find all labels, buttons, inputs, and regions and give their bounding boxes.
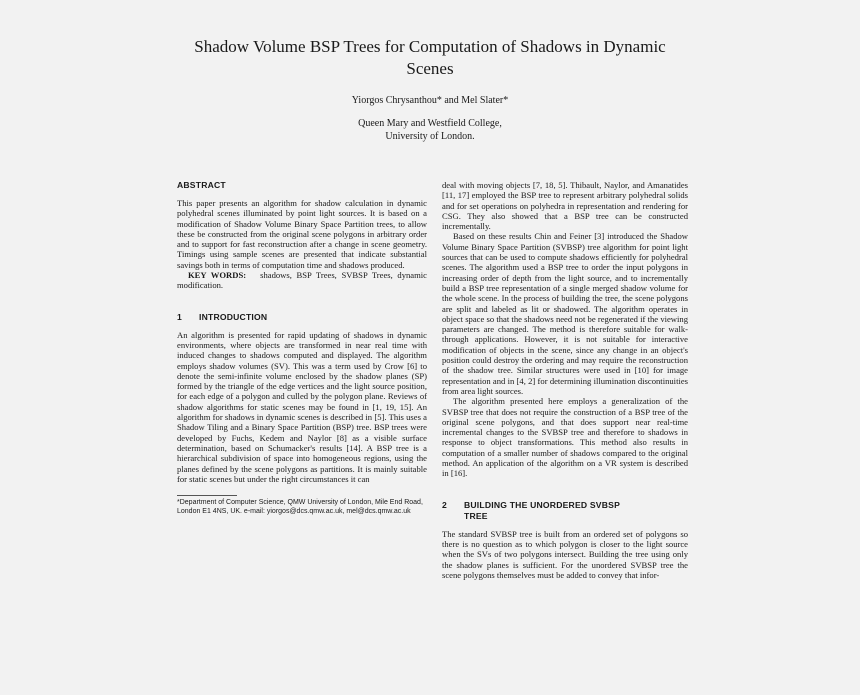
abstract-heading: ABSTRACT [177, 180, 226, 190]
section-1-title: INTRODUCTION [199, 311, 268, 322]
section-2-number: 2 [442, 499, 447, 510]
authors: Yiorgos Chrysanthou* and Mel Slater* [351, 95, 509, 106]
keywords-label: KEY WORDS: [188, 270, 247, 281]
section-2-title-line-1: BUILDING THE UNORDERED SVBSP [464, 499, 621, 510]
intro-paragraph: An algorithm is presented for rapid updating of shadows in dynamic environments, where objects are transformed in near real time with induced changes to shadows computed and displayed. The algorithm employs shadow volumes (SV). This was a term used by Crow [6] to denote the semi-infinite volume enclosed by the shadow planes (SP) formed by the triangle of the edge vertices and the light source position, for each edge of a polygon and culled by the polygon plane. Reviews of shadow algorithms for static scenes may be found in [1, 19, 15]. An algorithm for shadows in dynamic scenes is described in [5]. This uses a Shadow Tiling and a Binary Space Partition (BSP) tree. BSP trees were developed by Fuchs, Kedem and Naylor [8] as a visible surface determination, based on Schumacker's results [14]. A BSP tree is a hierarchical subdivision of space into homogeneous regions, using the planes defined by the scene polygons as partitions. It is mainly suitable for static scenes but under the right circumstances it can [177, 329, 427, 484]
keywords [177, 270, 427, 291]
title-line-2: Scenes [406, 59, 454, 78]
affiliation [230, 117, 630, 143]
section-2-heading [442, 500, 688, 522]
section-1-number: 1 [177, 311, 182, 322]
keywords-text: shadows, BSP Trees, SVBSP Trees, dynamic modification. [177, 270, 428, 291]
section-2-paragraph: The standard SVBSP tree is built from an ordered set of polygons so there is no question as to which polygon is closer to the light source when the SVs of two polygons intersect. Building the tree using only the shadow planes is sufficient. For the unordered SVBSP tree the scene polygons themselves must be added to convey that infor- [442, 528, 688, 580]
section-2-title-line-2: TREE [464, 510, 488, 521]
footnote-rule [177, 495, 237, 496]
paper-title [150, 36, 710, 80]
abstract-text: This paper presents an algorithm for shadow calculation in dynamic polyhedral scenes illuminated by point light sources. It is based on a modification of Shadow Volume Binary Space Partition trees, to allow these be constructed from the original scene polygons in arbitrary order and to support for fast reconstruction after a change in scene geometry. Timings using sample scenes are presented that indicate substantial savings both in terms of computation time and shadows produced. [177, 198, 427, 270]
affiliation-line-1: Queen Mary and Westfield College, [358, 118, 502, 129]
section-1-heading [177, 312, 427, 323]
algorithm-paragraph: The algorithm presented here employs a generalization of the SVBSP tree that does not require the construction of a BSP tree of the original scene polygons, and that does support near real-time incremental changes to the SVBSP tree and therefore to shadows in response to object transformations. This method also results in computation of a smaller number of shadows compared to the original method. An application of the algorithm on a VR system is described in [16]. [442, 396, 688, 479]
left-column [177, 180, 427, 516]
title-line-1: Shadow Volume BSP Trees for Computation of Shadows in Dynamic [194, 37, 666, 56]
right-column [442, 180, 688, 580]
affiliation-line-2: University of London. [385, 131, 475, 142]
intro-paragraph-continued: deal with moving objects [7, 18, 5]. Thibault, Naylor, and Amanatides [11, 17] employed the BSP tree to represent arbitrary polyhedral solids and for set operations on polyhedra in representation and rendering for CSG. They also showed that a BSP tree can be constructed incrementally. [442, 180, 688, 232]
footnote: *Department of Computer Science, QMW University of London, Mile End Road, London E1 4NS, UK. e-mail: yiorgos@dcs.qmw.ac.uk, mel@dcs.qmw.ac.uk [177, 499, 423, 515]
svbsp-paragraph: Based on these results Chin and Feiner [3] introduced the Shadow Volume Binary Space Partition (SVBSP) tree algorithm for point light sources that can be used to compute shadows efficiently for polyhedral scenes. The algorithm used a BSP tree to order the input polygons in increasing order of depth from the light source, and to incrementally build a BSP tree representation of a single merged shadow volume for the whole scene. In the process of building the tree, the scene polygons are split and labeled as lit or shadowed. The algorithm operates in object space so that the shadows need not be regenerated if the viewing parameters are changed. The method is therefore suitable for walk-through applications. However, it is not suitable for interactive modification of objects in the scene, since any change in an object's position could destroy the ordering and may require the reconstruction of the shadow tree. Similar structures were used in [10] for image representation and in [4, 2] for determining illumination discontinuities from area light sources. [442, 231, 688, 396]
